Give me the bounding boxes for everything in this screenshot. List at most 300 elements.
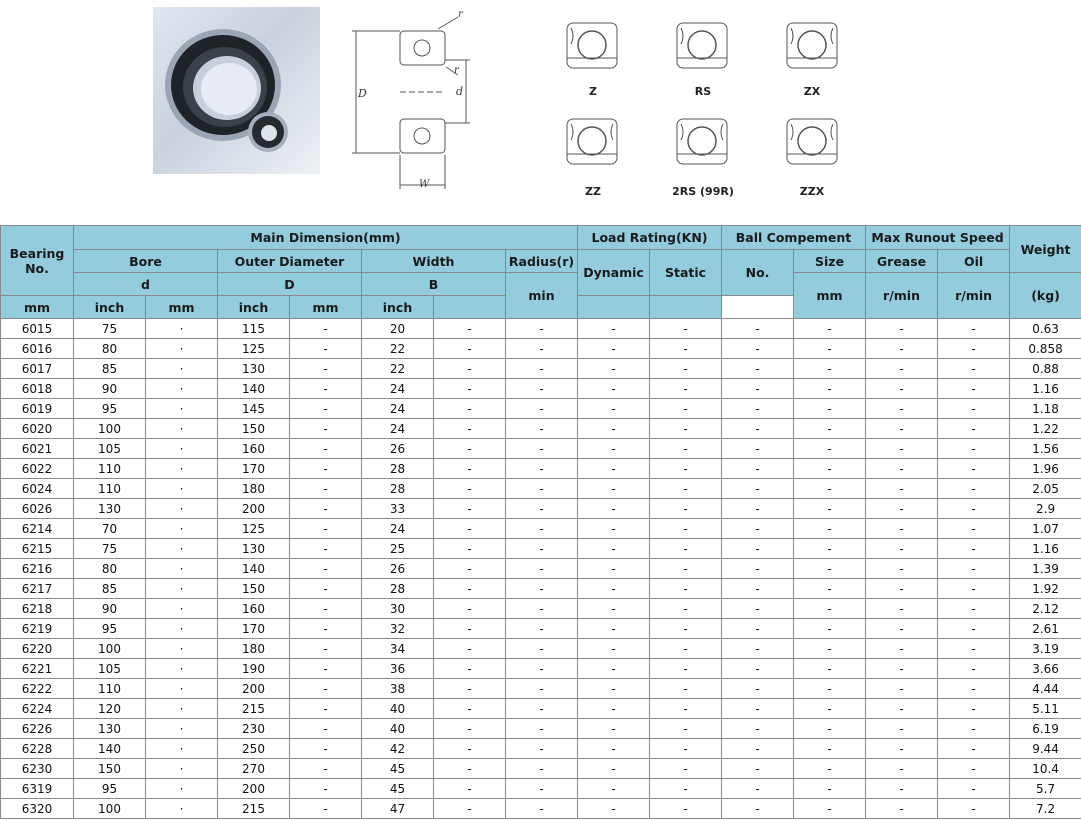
table-cell: 80: [74, 339, 146, 359]
table-cell: -: [290, 519, 362, 539]
table-cell: -: [722, 499, 794, 519]
table-cell: 36: [362, 659, 434, 679]
table-cell: ·: [146, 559, 218, 579]
table-cell: -: [578, 679, 650, 699]
table-cell: -: [722, 399, 794, 419]
table-cell: 190: [218, 659, 290, 679]
table-cell: -: [722, 799, 794, 819]
table-cell: 28: [362, 459, 434, 479]
table-cell: -: [578, 759, 650, 779]
table-cell: 24: [362, 379, 434, 399]
table-cell: -: [506, 419, 578, 439]
table-cell: -: [866, 479, 938, 499]
table-cell: 6228: [1, 739, 74, 759]
table-cell: -: [794, 479, 866, 499]
table-cell: -: [866, 719, 938, 739]
bearing-spec-table: [0, 225, 1081, 819]
table-cell: -: [506, 319, 578, 339]
table-cell: -: [938, 759, 1010, 779]
table-cell: 10.4: [1010, 759, 1081, 779]
table-cell: -: [866, 379, 938, 399]
table-cell: 6218: [1, 599, 74, 619]
table-cell: -: [434, 719, 506, 739]
table-cell: 6018: [1, 379, 74, 399]
table-cell: 250: [218, 739, 290, 759]
table-cell: -: [506, 659, 578, 679]
header-width-symbol: B: [362, 273, 506, 296]
table-cell: 34: [362, 639, 434, 659]
table-cell: 6021: [1, 439, 74, 459]
header-oil-unit: r/min: [938, 273, 1010, 319]
table-cell: -: [290, 399, 362, 419]
table-cell: -: [506, 339, 578, 359]
table-cell: 1.07: [1010, 519, 1081, 539]
seal-2rs-icon: [673, 116, 733, 171]
table-cell: -: [722, 579, 794, 599]
table-cell: -: [866, 399, 938, 419]
table-cell: -: [290, 359, 362, 379]
table-cell: -: [290, 759, 362, 779]
table-cell: 150: [218, 419, 290, 439]
table-cell: 1.22: [1010, 419, 1081, 439]
table-cell: -: [650, 479, 722, 499]
seal-rs-icon: [673, 20, 733, 75]
table-cell: -: [506, 719, 578, 739]
table-cell: 6224: [1, 699, 74, 719]
header-unit: mm: [290, 296, 362, 319]
header-illustrations: [0, 0, 1081, 225]
label-D: D: [358, 87, 367, 100]
table-cell: -: [290, 379, 362, 399]
table-cell: ·: [146, 499, 218, 519]
table-cell: 26: [362, 439, 434, 459]
table-row: [1, 399, 1081, 419]
table-cell: ·: [146, 599, 218, 619]
table-row: [1, 359, 1081, 379]
table-cell: -: [578, 519, 650, 539]
table-cell: -: [290, 499, 362, 519]
table-cell: 6026: [1, 499, 74, 519]
table-cell: -: [506, 499, 578, 519]
table-cell: 95: [74, 619, 146, 639]
table-cell: -: [434, 679, 506, 699]
table-cell: ·: [146, 719, 218, 739]
table-cell: -: [794, 419, 866, 439]
table-cell: 6320: [1, 799, 74, 819]
table-cell: -: [578, 559, 650, 579]
table-cell: 75: [74, 319, 146, 339]
table-cell: -: [722, 319, 794, 339]
header-unit-blank: [650, 296, 722, 319]
table-cell: -: [506, 399, 578, 419]
table-cell: -: [506, 559, 578, 579]
table-cell: 170: [218, 619, 290, 639]
header-grease-unit: r/min: [866, 273, 938, 319]
table-row: [1, 659, 1081, 679]
header-bearing-no: Bearing No.: [1, 226, 74, 296]
table-cell: 6216: [1, 559, 74, 579]
table-cell: 42: [362, 739, 434, 759]
table-cell: ·: [146, 479, 218, 499]
table-cell: 0.88: [1010, 359, 1081, 379]
table-cell: 28: [362, 579, 434, 599]
table-cell: -: [722, 659, 794, 679]
table-cell: -: [938, 599, 1010, 619]
table-cell: -: [866, 739, 938, 759]
header-dynamic: Dynamic: [578, 250, 650, 296]
table-cell: -: [578, 639, 650, 659]
table-row: [1, 679, 1081, 699]
table-cell: -: [722, 759, 794, 779]
table-cell: -: [794, 379, 866, 399]
table-cell: -: [434, 619, 506, 639]
table-cell: -: [650, 599, 722, 619]
table-cell: -: [290, 739, 362, 759]
table-row: [1, 539, 1081, 559]
table-cell: ·: [146, 399, 218, 419]
table-cell: -: [434, 779, 506, 799]
table-cell: -: [434, 319, 506, 339]
table-cell: -: [866, 439, 938, 459]
header-static: Static: [650, 250, 722, 296]
table-cell: 80: [74, 559, 146, 579]
table-cell: 100: [74, 639, 146, 659]
table-header: [1, 226, 1081, 319]
table-cell: 6220: [1, 639, 74, 659]
table-cell: -: [866, 679, 938, 699]
table-cell: -: [650, 319, 722, 339]
table-cell: 110: [74, 679, 146, 699]
table-cell: -: [650, 499, 722, 519]
table-cell: -: [794, 559, 866, 579]
table-cell: -: [434, 419, 506, 439]
seal-z-icon: [563, 20, 623, 75]
table-cell: 0.858: [1010, 339, 1081, 359]
table-cell: -: [578, 379, 650, 399]
table-cell: -: [434, 699, 506, 719]
table-cell: -: [938, 739, 1010, 759]
table-cell: 3.19: [1010, 639, 1081, 659]
table-cell: -: [290, 699, 362, 719]
table-cell: -: [866, 559, 938, 579]
table-cell: 125: [218, 339, 290, 359]
table-cell: -: [506, 699, 578, 719]
table-cell: -: [938, 439, 1010, 459]
table-cell: -: [866, 619, 938, 639]
table-cell: 5.11: [1010, 699, 1081, 719]
table-cell: -: [434, 399, 506, 419]
table-cell: -: [938, 399, 1010, 419]
seal-label-2rs: 2RS (99R): [672, 185, 734, 198]
table-cell: ·: [146, 579, 218, 599]
table-cell: -: [938, 479, 1010, 499]
label-d: d: [456, 85, 464, 98]
table-cell: -: [866, 699, 938, 719]
table-cell: ·: [146, 359, 218, 379]
table-cell: 26: [362, 559, 434, 579]
table-cell: -: [794, 319, 866, 339]
table-cell: -: [794, 459, 866, 479]
table-cell: 45: [362, 779, 434, 799]
table-cell: -: [938, 779, 1010, 799]
header-radius: Radius(r): [506, 250, 578, 273]
label-r-top: r: [458, 9, 463, 20]
table-cell: -: [650, 719, 722, 739]
table-cell: -: [866, 639, 938, 659]
table-cell: -: [722, 419, 794, 439]
table-cell: -: [650, 739, 722, 759]
table-cell: 70: [74, 519, 146, 539]
table-cell: -: [578, 479, 650, 499]
table-cell: 30: [362, 599, 434, 619]
table-cell: -: [722, 639, 794, 659]
table-cell: -: [938, 719, 1010, 739]
table-cell: -: [866, 519, 938, 539]
table-cell: 130: [74, 719, 146, 739]
table-cell: 2.05: [1010, 479, 1081, 499]
table-cell: -: [434, 519, 506, 539]
table-cell: ·: [146, 539, 218, 559]
table-cell: -: [866, 759, 938, 779]
header-weight-unit: (kg): [1010, 273, 1081, 319]
table-cell: 6219: [1, 619, 74, 639]
table-row: [1, 599, 1081, 619]
seal-zzx-icon: [783, 116, 843, 171]
table-row: [1, 719, 1081, 739]
table-cell: -: [794, 659, 866, 679]
table-cell: ·: [146, 339, 218, 359]
table-cell: ·: [146, 799, 218, 819]
table-cell: -: [938, 499, 1010, 519]
table-cell: 1.16: [1010, 379, 1081, 399]
table-cell: -: [938, 579, 1010, 599]
table-cell: 270: [218, 759, 290, 779]
table-cell: -: [866, 799, 938, 819]
table-cell: -: [650, 779, 722, 799]
table-cell: -: [794, 759, 866, 779]
table-cell: 24: [362, 519, 434, 539]
table-cell: -: [290, 779, 362, 799]
table-row: [1, 579, 1081, 599]
table-cell: -: [578, 399, 650, 419]
table-cell: -: [938, 419, 1010, 439]
table-cell: 28: [362, 479, 434, 499]
table-cell: -: [650, 579, 722, 599]
table-cell: -: [290, 479, 362, 499]
table-cell: ·: [146, 779, 218, 799]
table-cell: 105: [74, 439, 146, 459]
table-cell: -: [506, 679, 578, 699]
table-cell: 90: [74, 599, 146, 619]
table-cell: ·: [146, 419, 218, 439]
table-cell: -: [794, 619, 866, 639]
table-cell: 2.12: [1010, 599, 1081, 619]
table-cell: -: [290, 719, 362, 739]
table-cell: -: [938, 619, 1010, 639]
table-cell: -: [650, 699, 722, 719]
header-load-rating: Load Rating(KN): [578, 226, 722, 250]
table-cell: -: [866, 599, 938, 619]
table-cell: 180: [218, 639, 290, 659]
header-od-symbol: D: [218, 273, 362, 296]
table-cell: 95: [74, 399, 146, 419]
table-cell: -: [578, 799, 650, 819]
table-cell: -: [434, 439, 506, 459]
table-cell: -: [866, 539, 938, 559]
table-cell: 160: [218, 599, 290, 619]
table-cell: -: [938, 799, 1010, 819]
table-cell: -: [578, 499, 650, 519]
table-cell: 200: [218, 779, 290, 799]
table-cell: -: [794, 719, 866, 739]
table-cell: -: [290, 339, 362, 359]
table-cell: 32: [362, 619, 434, 639]
table-cell: -: [794, 779, 866, 799]
table-cell: 38: [362, 679, 434, 699]
table-row: [1, 459, 1081, 479]
table-cell: 90: [74, 379, 146, 399]
table-cell: -: [650, 799, 722, 819]
table-cell: 6022: [1, 459, 74, 479]
table-cell: -: [794, 339, 866, 359]
table-cell: -: [506, 799, 578, 819]
table-cell: -: [866, 339, 938, 359]
table-cell: -: [650, 619, 722, 639]
table-cell: ·: [146, 619, 218, 639]
table-cell: 3.66: [1010, 659, 1081, 679]
cross-section-diagram: [350, 5, 475, 190]
table-cell: -: [434, 479, 506, 499]
table-row: [1, 619, 1081, 639]
table-cell: -: [650, 339, 722, 359]
table-cell: 0.63: [1010, 319, 1081, 339]
table-cell: -: [794, 499, 866, 519]
table-cell: 1.39: [1010, 559, 1081, 579]
table-cell: -: [434, 799, 506, 819]
table-cell: -: [722, 379, 794, 399]
table-cell: -: [506, 599, 578, 619]
table-cell: -: [578, 459, 650, 479]
table-row: [1, 439, 1081, 459]
table-cell: -: [794, 579, 866, 599]
table-cell: -: [290, 799, 362, 819]
table-cell: 145: [218, 399, 290, 419]
table-cell: -: [938, 639, 1010, 659]
table-cell: -: [722, 619, 794, 639]
table-row: [1, 379, 1081, 399]
table-cell: 215: [218, 799, 290, 819]
table-cell: -: [794, 699, 866, 719]
table-cell: 47: [362, 799, 434, 819]
table-cell: 1.16: [1010, 539, 1081, 559]
table-cell: -: [650, 519, 722, 539]
table-cell: 150: [218, 579, 290, 599]
table-cell: -: [434, 539, 506, 559]
table-cell: 45: [362, 759, 434, 779]
table-cell: -: [434, 359, 506, 379]
table-cell: -: [866, 359, 938, 379]
table-cell: 100: [74, 419, 146, 439]
table-cell: -: [722, 339, 794, 359]
header-size-unit: mm: [794, 273, 866, 319]
header-unit-blank: [434, 296, 506, 319]
table-cell: 6015: [1, 319, 74, 339]
header-width: Width: [362, 250, 506, 273]
table-cell: -: [506, 579, 578, 599]
table-cell: -: [938, 379, 1010, 399]
table-body: [1, 319, 1081, 819]
table-cell: -: [650, 359, 722, 379]
table-row: [1, 419, 1081, 439]
table-cell: -: [938, 459, 1010, 479]
table-cell: 1.56: [1010, 439, 1081, 459]
table-cell: -: [290, 539, 362, 559]
table-cell: 6024: [1, 479, 74, 499]
table-cell: 230: [218, 719, 290, 739]
table-cell: -: [290, 459, 362, 479]
table-cell: -: [506, 759, 578, 779]
table-cell: -: [578, 579, 650, 599]
table-cell: 40: [362, 699, 434, 719]
table-cell: 130: [218, 359, 290, 379]
header-ball-no: No.: [722, 250, 794, 296]
table-cell: 6017: [1, 359, 74, 379]
table-cell: 33: [362, 499, 434, 519]
table-cell: -: [794, 359, 866, 379]
table-cell: 140: [74, 739, 146, 759]
table-cell: 1.96: [1010, 459, 1081, 479]
table-cell: -: [578, 339, 650, 359]
table-cell: -: [650, 399, 722, 419]
table-cell: -: [290, 619, 362, 639]
label-W: W: [419, 179, 430, 190]
table-row: [1, 779, 1081, 799]
seal-label-zx: ZX: [803, 85, 821, 98]
table-cell: 150: [74, 759, 146, 779]
table-row: [1, 699, 1081, 719]
table-cell: -: [290, 439, 362, 459]
table-cell: 6226: [1, 719, 74, 739]
table-cell: -: [650, 379, 722, 399]
table-cell: 6214: [1, 519, 74, 539]
table-cell: -: [650, 419, 722, 439]
table-cell: 95: [74, 779, 146, 799]
table-cell: 24: [362, 419, 434, 439]
table-cell: -: [650, 539, 722, 559]
table-cell: -: [866, 419, 938, 439]
header-unit-blank: [578, 296, 650, 319]
table-cell: -: [794, 519, 866, 539]
table-cell: 140: [218, 559, 290, 579]
table-cell: -: [578, 619, 650, 639]
table-cell: -: [722, 699, 794, 719]
table-cell: -: [434, 739, 506, 759]
table-cell: ·: [146, 459, 218, 479]
header-unit: mm: [1, 296, 74, 319]
table-cell: 6319: [1, 779, 74, 799]
header-size: Size: [794, 250, 866, 273]
table-cell: -: [506, 379, 578, 399]
seal-zx-icon: [783, 20, 843, 75]
table-row: [1, 499, 1081, 519]
table-cell: -: [434, 499, 506, 519]
table-cell: -: [650, 439, 722, 459]
table-cell: -: [506, 359, 578, 379]
table-cell: ·: [146, 639, 218, 659]
table-cell: -: [578, 699, 650, 719]
table-cell: -: [434, 639, 506, 659]
table-cell: 6222: [1, 679, 74, 699]
